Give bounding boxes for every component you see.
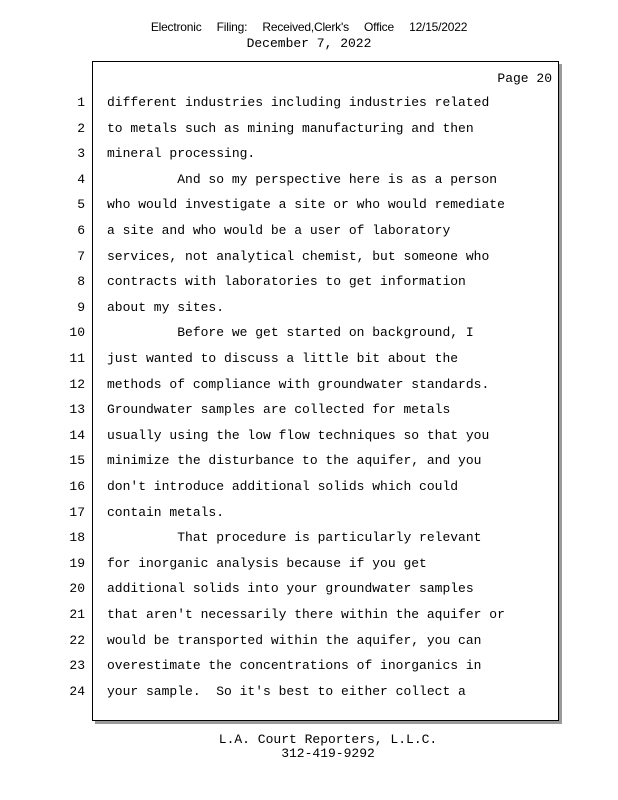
line-text: usually using the low flow techniques so that you xyxy=(107,428,490,443)
line-number: 10 xyxy=(69,325,85,340)
line-number: 18 xyxy=(69,530,85,545)
filing-stamp-received: Received,Clerk's xyxy=(262,20,349,34)
line-text: don't introduce additional solids which could xyxy=(107,479,459,494)
line-text: additional solids into your groundwater samples xyxy=(107,581,474,596)
line-number: 20 xyxy=(69,581,85,596)
line-number: 2 xyxy=(77,121,85,136)
line-text: would be transported within the aquifer, you can xyxy=(107,633,482,648)
line-text: about my sites. xyxy=(107,300,225,315)
filing-stamp-electronic: Electronic xyxy=(150,20,202,34)
line-number: 23 xyxy=(69,658,85,673)
line-text: contracts with laboratories to get information xyxy=(107,274,466,289)
reporter-phone: 312-419-9292 xyxy=(281,746,375,761)
line-number: 21 xyxy=(69,607,85,622)
line-text: minimize the disturbance to the aquifer, and you xyxy=(107,453,482,468)
footer xyxy=(0,733,618,761)
line-text: just wanted to discuss a little bit about the xyxy=(107,351,459,366)
line-number: 4 xyxy=(77,172,85,187)
line-number: 22 xyxy=(69,633,85,648)
filing-stamp-date: 12/15/2022 xyxy=(409,20,468,34)
line-text: And so my perspective here is as a person xyxy=(107,172,498,187)
filing-stamp-filing: Filing: xyxy=(216,20,248,34)
line-text: your sample. So it's best to either collect a xyxy=(107,684,466,699)
line-number: 8 xyxy=(77,274,85,289)
line-number: 5 xyxy=(77,197,85,212)
line-text: services, not analytical chemist, but someone who xyxy=(107,249,490,264)
line-number: 16 xyxy=(69,479,85,494)
line-number: 17 xyxy=(69,505,85,520)
line-text: who would investigate a site or who would remediate xyxy=(107,197,505,212)
hearing-date: December 7, 2022 xyxy=(246,36,372,51)
reporter-company: L.A. Court Reporters, L.L.C. xyxy=(218,732,438,747)
line-number: 7 xyxy=(77,249,85,264)
line-text: contain metals. xyxy=(107,505,225,520)
line-number: 9 xyxy=(77,300,85,315)
line-text: a site and who would be a user of laboratory xyxy=(107,223,451,238)
line-number: 11 xyxy=(69,351,85,366)
line-number: 19 xyxy=(69,556,85,571)
line-text: that aren't necessarily there within the aquifer or xyxy=(107,607,505,622)
line-number: 13 xyxy=(69,402,85,417)
line-text: Groundwater samples are collected for metals xyxy=(107,402,451,417)
line-number: 24 xyxy=(69,684,85,699)
line-number: 3 xyxy=(77,146,85,161)
line-number: 1 xyxy=(77,95,85,110)
line-text: for inorganic analysis because if you get xyxy=(107,556,427,571)
line-text: different industries including industries related xyxy=(107,95,490,110)
line-number: 12 xyxy=(69,377,85,392)
page-number: Page 20 xyxy=(497,71,552,86)
line-text: Before we get started on background, I xyxy=(107,325,474,340)
line-text: methods of compliance with groundwater standards. xyxy=(107,377,490,392)
line-number: 15 xyxy=(69,453,85,468)
line-number: 6 xyxy=(77,223,85,238)
filing-stamp-office: Office xyxy=(364,20,394,34)
line-text: mineral processing. xyxy=(107,146,256,161)
line-text: overestimate the concentrations of inorganics in xyxy=(107,658,482,673)
line-text: to metals such as mining manufacturing and then xyxy=(107,121,474,136)
line-number: 14 xyxy=(69,428,85,443)
line-text: That procedure is particularly relevant xyxy=(107,530,482,545)
filing-stamp xyxy=(0,20,618,34)
